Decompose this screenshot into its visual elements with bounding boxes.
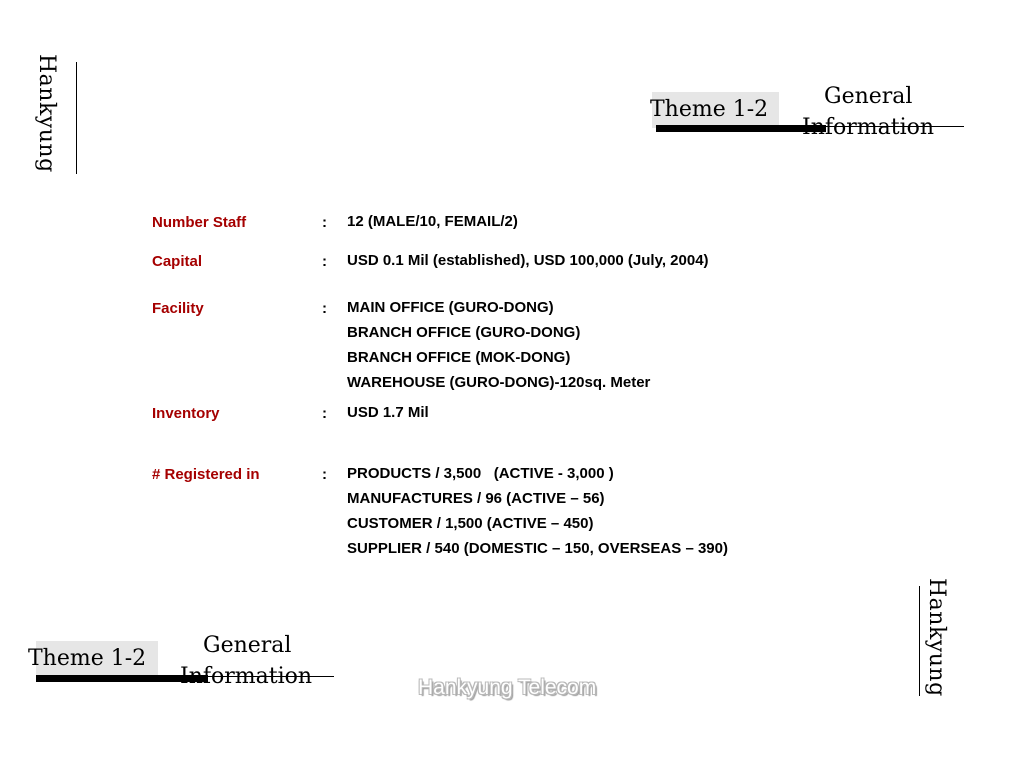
general-label-bottom: General: [203, 633, 292, 658]
row-value-line: BRANCH OFFICE (GURO-DONG): [347, 324, 581, 341]
row-values: [347, 461, 728, 561]
brand-vertical-bottom-right: Hankyung: [924, 578, 949, 697]
general-label-top: General: [824, 84, 913, 109]
row-value-line: MANUFACTURES / 96 (ACTIVE – 56): [347, 490, 605, 507]
row-values: [347, 248, 709, 273]
row-values: [347, 295, 650, 395]
brand-divider-top-left: [76, 62, 77, 174]
row-value-line: CUSTOMER / 1,500 (ACTIVE – 450): [347, 515, 594, 532]
theme-label-top: Theme 1-2: [650, 97, 769, 122]
row-value-line: USD 0.1 Mil (established), USD 100,000 (July, 2004): [347, 252, 709, 269]
information-label-top: Information: [802, 115, 935, 140]
row-value-line: BRANCH OFFICE (MOK-DONG): [347, 349, 571, 366]
row-label: Inventory: [152, 405, 220, 422]
row-value-line: MAIN OFFICE (GURO-DONG): [347, 299, 554, 316]
theme-label-bottom: Theme 1-2: [28, 646, 147, 671]
information-label-bottom: Information: [180, 664, 313, 689]
row-values: [347, 209, 518, 234]
row-colon: :: [322, 253, 327, 270]
row-colon: :: [322, 214, 327, 231]
row-colon: :: [322, 300, 327, 317]
row-value-line: 12 (MALE/10, FEMAIL/2): [347, 213, 518, 230]
row-label: # Registered in: [152, 466, 260, 483]
row-label: Capital: [152, 253, 203, 270]
brand-vertical-top-left: Hankyung: [34, 54, 59, 173]
row-colon: :: [322, 405, 327, 422]
row-value-line: PRODUCTS / 3,500 (ACTIVE - 3,000 ): [347, 465, 614, 482]
row-label: Facility: [152, 300, 204, 317]
brand-divider-bottom-right: [919, 586, 920, 696]
row-values: [347, 400, 429, 425]
row-colon: :: [322, 466, 327, 483]
row-value-line: USD 1.7 Mil: [347, 404, 429, 421]
footer-company-name: Hankyung Telecom: [418, 676, 597, 699]
row-value-line: WAREHOUSE (GURO-DONG)-120sq. Meter: [347, 374, 651, 391]
row-label: Number Staff: [152, 214, 247, 231]
theme-bar-top: [656, 125, 826, 132]
row-value-line: SUPPLIER / 540 (DOMESTIC – 150, OVERSEAS – 390): [347, 540, 728, 557]
